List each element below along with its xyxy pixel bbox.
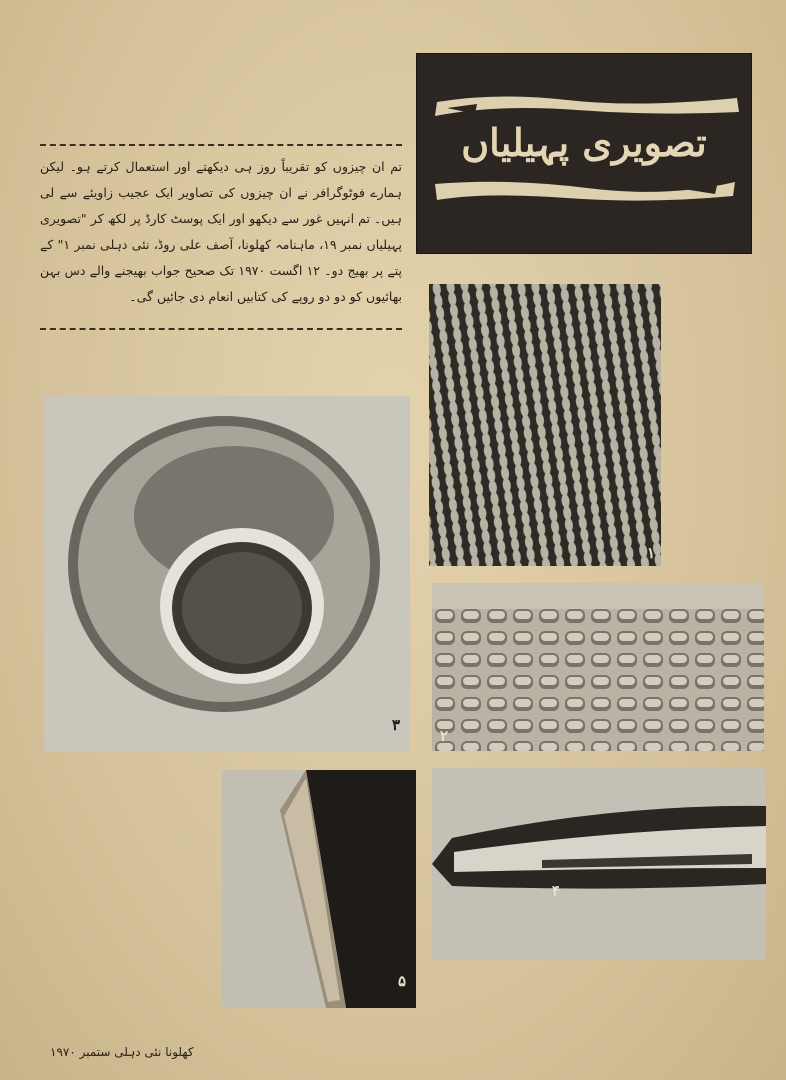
intro-paragraph: تم ان چیزوں کو تقریباً روز ہی دیکھتے اور استعمال کرتے ہو۔ لیکن ہمارے فوٹوگرافر نے ان چیزوں کی تصاویر ایک عجیب زاویئے سے لی ہیں۔ تم انہیں غور سے دیکھو اور ایک پوسٹ کارڈ پر لکھ کر "تصویری پہیلیاں نمبر ۱۹، ماہنامہ کھلونا، آصف علی روڈ، نئی دہلی نمبر ۱" کے پتے پر بھیج دو۔ ۱۲ اگست ۱۹۷۰ تک صحیح جواب بھیجنے والے دس بہن بھائیوں کو دو دو روپے کی کتابیں انعام دی جائیں گی۔ [40, 159, 403, 304]
photo-pen [432, 768, 766, 960]
photo-teacup [44, 396, 410, 752]
bottom-rule [40, 328, 402, 330]
title-box [416, 53, 752, 254]
photo-number: ٣ [391, 716, 400, 734]
photo-book-spine [222, 770, 416, 1008]
page-title: تصویری پہیلیاں [461, 120, 707, 165]
photo-basket-weave [429, 284, 661, 566]
top-rule [40, 144, 402, 146]
page-footer: کھلونا نئی دہلی ستمبر ۱۹۷۰ [50, 1045, 194, 1059]
photo-number: ۴ [552, 882, 561, 900]
photo-number: ۵ [397, 972, 406, 990]
photo-theater-seats [432, 583, 764, 751]
photo-number: ٢ [440, 727, 449, 745]
intro-block [40, 140, 402, 340]
photo-number: ١ [646, 544, 655, 562]
